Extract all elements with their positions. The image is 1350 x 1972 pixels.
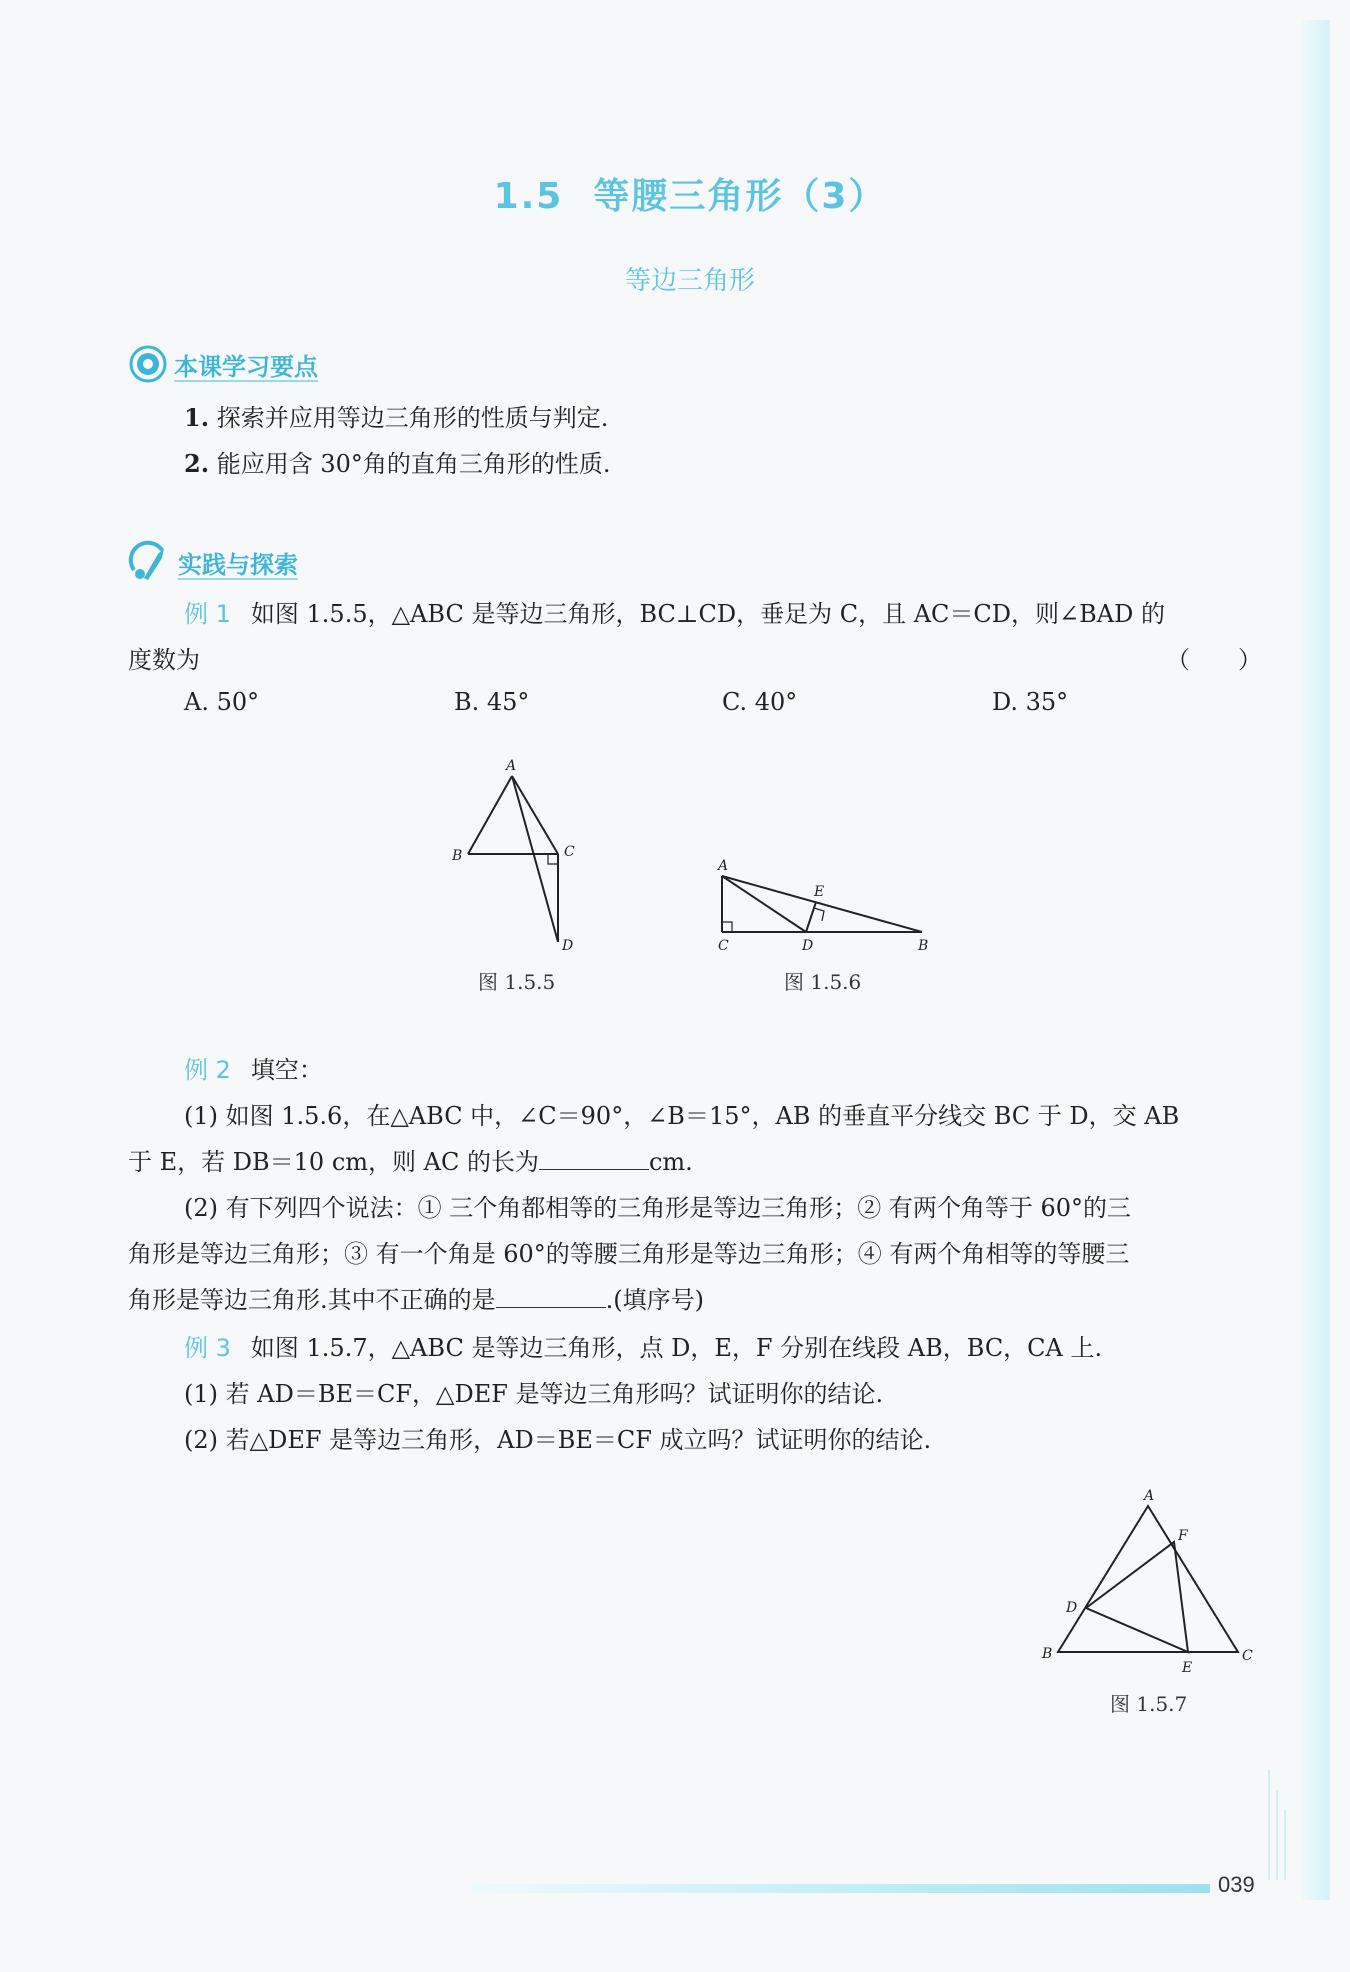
label-d: D: [802, 938, 814, 954]
example-2-label: 例 2: [184, 1056, 231, 1084]
example-2-q1-line-2: 于 E，若 DB＝10 cm，则 AC 的长为 cm.: [128, 1148, 693, 1176]
figure-1-5-7: [1030, 1480, 1260, 1680]
caption-1-5-7: 图 1.5.7: [1110, 1692, 1188, 1716]
triangle-abc: [1058, 1506, 1238, 1652]
segment-ac: [512, 776, 558, 854]
label-b: B: [452, 848, 463, 864]
example-1-label: 例 1: [184, 600, 231, 628]
label-d: D: [1066, 1600, 1078, 1616]
right-angle-e: [814, 908, 824, 921]
example-3-label: 例 3: [184, 1334, 231, 1362]
key-point-1: 1. 探索并应用等边三角形的性质与判定.: [184, 403, 609, 432]
answer-blank-1: [539, 1147, 649, 1170]
example-1-line-2: 度数为: [128, 646, 200, 674]
choice-a: A. 50°: [184, 688, 260, 716]
figure-1-5-5: [440, 750, 600, 960]
right-angle-mark: [548, 854, 558, 864]
label-e: E: [1182, 1660, 1193, 1676]
choice-d: D. 35°: [992, 688, 1069, 716]
page-edge-band: [1302, 20, 1330, 1900]
example-2-intro: 例 2 填空：: [184, 1056, 323, 1084]
label-e: E: [814, 884, 825, 900]
choice-b: B. 45°: [454, 688, 530, 716]
example-2-q2-line-3: 角形是等边三角形.其中不正确的是 .(填序号): [128, 1286, 704, 1314]
segment-ad: [722, 876, 806, 932]
section-number: 1.5: [493, 176, 564, 217]
example-2-q2-line-2: 角形是等边三角形；③ 有一个角是 60°的等腰三角形是等边三角形；④ 有两个角相等的等腰三: [128, 1240, 1130, 1268]
label-a: A: [506, 758, 517, 774]
example-2-q1-line-1: (1) 如图 1.5.6，在△ABC 中，∠C＝90°，∠B＝15°，AB 的垂直平分线交 BC 于 D，交 AB: [184, 1102, 1180, 1130]
label-a: A: [1144, 1488, 1155, 1504]
label-b: B: [918, 938, 929, 954]
section-heading-key-points: 本课学习要点: [128, 344, 318, 384]
segment-de: [806, 902, 816, 932]
page-subtitle: 等边三角形: [624, 266, 755, 296]
caption-1-5-5: 图 1.5.5: [478, 970, 556, 994]
label-c: C: [718, 938, 729, 954]
label-f: F: [1178, 1528, 1188, 1544]
page-number: 039: [1218, 1872, 1255, 1897]
right-angle-c: [722, 922, 732, 932]
label-c: C: [1242, 1648, 1253, 1664]
answer-paren: （ ）: [1166, 646, 1262, 674]
section-title: 等腰三角形（3）: [593, 176, 887, 217]
segment-ab: [468, 776, 512, 854]
label-d: D: [562, 938, 574, 954]
example-3-q2: (2) 若△DEF 是等边三角形，AD＝BE＝CF 成立吗？试证明你的结论.: [184, 1426, 932, 1454]
answer-blank-2: [496, 1285, 606, 1308]
segment-ad: [512, 776, 558, 942]
example-3-line-1: 例 3 如图 1.5.7，△ABC 是等边三角形，点 D，E，F 分别在线段 AB，BC，CA 上.: [184, 1334, 1103, 1362]
example-1-line-1: 例 1 如图 1.5.5，△ABC 是等边三角形，BC⊥CD，垂足为 C，且 AC＝CD，则∠BAD 的: [184, 600, 1165, 628]
rocket-icon: [128, 540, 172, 584]
triangle-def: [1086, 1542, 1188, 1652]
page-title: [0, 168, 1350, 219]
footer-bar: [470, 1884, 1210, 1893]
label-b: B: [1042, 1646, 1053, 1662]
example-2-q2-line-1: (2) 有下列四个说法：① 三个角都相等的三角形是等边三角形；② 有两个角等于 60°的三: [184, 1194, 1132, 1222]
choice-c: C. 40°: [722, 688, 798, 716]
target-icon: [128, 344, 168, 384]
figure-1-5-6: [706, 850, 946, 960]
label-a: A: [718, 858, 729, 874]
section-heading-practice: 实践与探索: [128, 540, 298, 584]
label-c: C: [564, 844, 575, 860]
example-3-q1: (1) 若 AD＝BE＝CF，△DEF 是等边三角形吗？试证明你的结论.: [184, 1380, 884, 1408]
key-point-2: 2. 能应用含 30°角的直角三角形的性质.: [184, 449, 611, 478]
caption-1-5-6: 图 1.5.6: [784, 970, 862, 994]
